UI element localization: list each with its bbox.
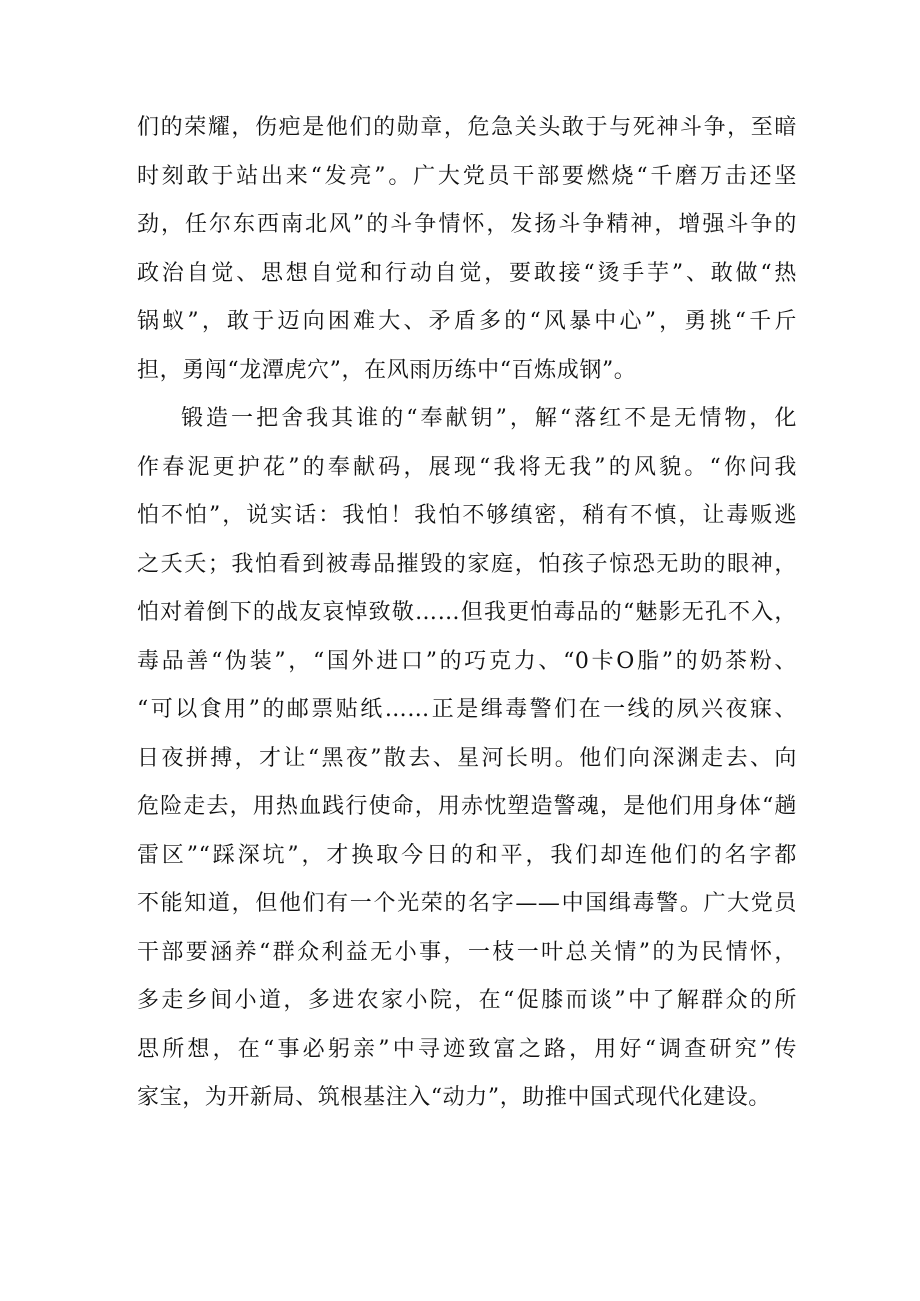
paragraph-1: [137, 104, 797, 395]
paragraph-line: 危险走去，用热血践行使命，用赤忱塑造警魂，是他们用身体“趟: [137, 794, 797, 819]
paragraph-line: 作春泥更护花”的奉献码，展现“我将无我”的风貌。“你问我: [137, 454, 797, 480]
paragraph-line: 怕对着倒下的战友哀悼致敬……但我更怕毒品的“魅影无孔不入，: [137, 600, 797, 625]
paragraph-line: 思所想，在“事必躬亲”中寻迹致富之路，用好“调查研究”传: [137, 1036, 797, 1062]
paragraph-line: 们的荣耀，伤疤是他们的勋章，危急关头敢于与死神斗争，至暗: [137, 115, 797, 140]
paragraph-2: [137, 395, 797, 1123]
paragraph-line: “可以食用”的邮票贴纸……正是缉毒警们在一线的夙兴夜寐、: [137, 697, 797, 722]
paragraph-line: 干部要涵养“群众利益无小事，一枝一叶总关情”的为民情怀，: [137, 939, 797, 965]
paragraph-line: 家宝，为开新局、筑根基注入“动力”，助推中国式现代化建设。: [137, 1085, 771, 1110]
paragraph-line: 锻造一把舍我其谁的“奉献钥”，解“落红不是无情物，化: [181, 406, 797, 431]
paragraph-line: 日夜拼搏，才让“黑夜”散去、星河长明。他们向深渊走去、向: [137, 745, 797, 771]
paragraph-line: 毒品善“伪装”，“国外进口”的巧克力、“0卡O脂”的奶茶粉、: [137, 648, 797, 674]
paragraph-line: 政治自觉、思想自觉和行动自觉，要敢接“烫手芋”、敢做“热: [137, 260, 797, 286]
paragraph-line: 劲，任尔东西南北风”的斗争情怀，发扬斗争精神，增强斗争的: [137, 212, 797, 237]
paragraph-line: 多走乡间小道，多进农家小院，在“促膝而谈”中了解群众的所: [137, 988, 797, 1013]
paragraph-line: 担，勇闯“龙潭虎穴”，在风雨历练中“百炼成钢”。: [137, 357, 637, 383]
paragraph-line: 锅蚁”，敢于迈向困难大、矛盾多的“风暴中心”，勇挑“千斤: [137, 309, 797, 334]
paragraph-line: 雷区”“踩深坑”，才换取今日的和平，我们却连他们的名字都: [137, 842, 797, 868]
document-body: [137, 104, 797, 1123]
paragraph-line: 时刻敢于站出来“发亮”。广大党员干部要燃烧“千磨万击还坚: [137, 163, 797, 189]
paragraph-line: 怕不怕”，说实话：我怕！我怕不够缜密，稍有不慎，让毒贩逃: [137, 503, 797, 528]
paragraph-line: 之夭夭；我怕看到被毒品摧毁的家庭，怕孩子惊恐无助的眼神，: [137, 551, 797, 577]
paragraph-line: 不能知道，但他们有一个光荣的名字——中国缉毒警。广大党员: [137, 891, 797, 916]
